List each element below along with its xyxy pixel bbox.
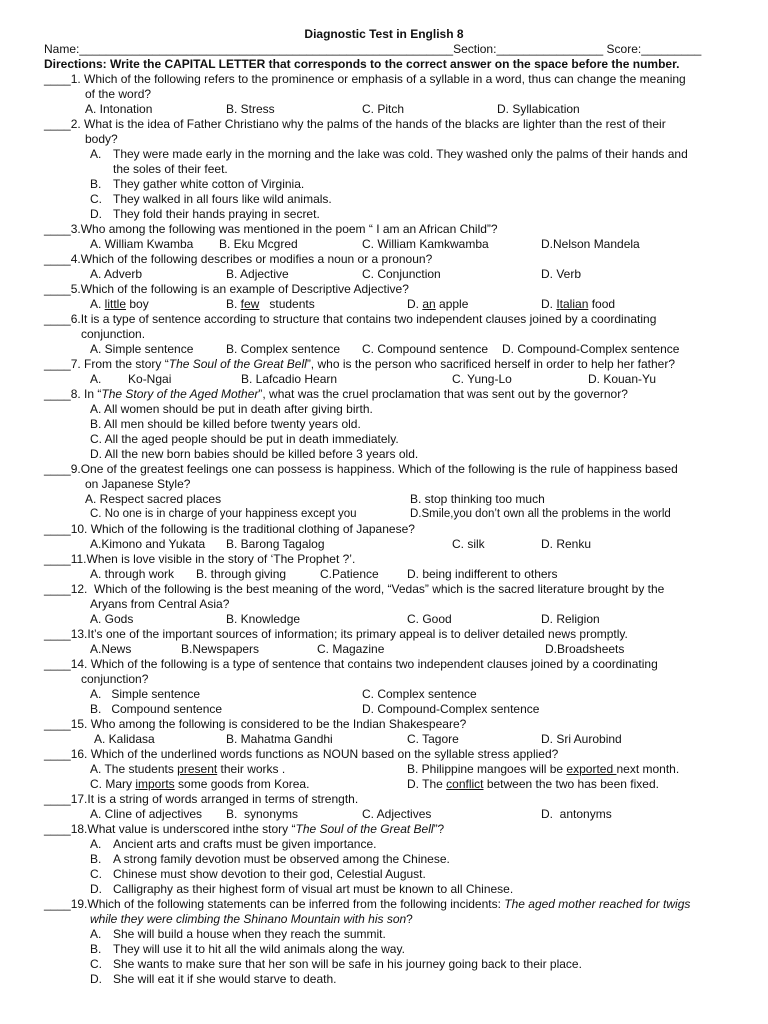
question-stem-cont: Aryans from Central Asia? bbox=[90, 597, 230, 611]
option-letter-d: D. bbox=[90, 207, 102, 221]
option-d: D. Syllabication bbox=[497, 102, 580, 116]
option-text-end: next month. bbox=[616, 762, 680, 776]
question-stem-cont: on Japanese Style? bbox=[85, 477, 191, 491]
question-14 bbox=[44, 657, 658, 672]
question-stem: 1. Which of the following refers to the prominence or emphasis of a syllable in a word, thus can change the meaning bbox=[70, 72, 686, 86]
underlined-word: conflict bbox=[446, 777, 484, 791]
option-b: B. stop thinking too much bbox=[410, 492, 545, 506]
answer-blank: ____ bbox=[44, 462, 71, 476]
answer-blank: ____ bbox=[44, 312, 71, 326]
story-title: The Soul of the Great Bell bbox=[295, 822, 434, 836]
option-d: D. Verb bbox=[541, 267, 582, 281]
answer-blank: ____ bbox=[44, 222, 71, 236]
option-b: B. Lafcadio Hearn bbox=[241, 372, 338, 386]
question-stem: 8. In “ bbox=[70, 387, 102, 401]
question-stem: 19.Which of the following statements can be inferred from the following incidents: bbox=[70, 897, 505, 911]
option-a: She will build a house when they reach the summit. bbox=[113, 927, 386, 941]
option-letter: A. bbox=[90, 297, 105, 311]
question-7 bbox=[44, 357, 675, 372]
question-stem-end: ”? bbox=[433, 822, 445, 836]
question-stem-cont: of the word? bbox=[85, 87, 152, 101]
option-letter: B. bbox=[226, 297, 241, 311]
question-stem: 12. Which of the following is the best meaning of the word, “Vedas” which is the sacred literature brought by the bbox=[70, 582, 665, 596]
option-b: B.Newspapers bbox=[181, 642, 260, 656]
name-section-score-line: Name:________________________________________________________Section:________________ Score:_________ bbox=[44, 42, 702, 56]
option-d: D. Compound-Complex sentence bbox=[502, 342, 680, 356]
option-b bbox=[407, 762, 679, 777]
underlined-word: few bbox=[240, 297, 260, 311]
option-letter-b: B. bbox=[90, 852, 102, 866]
question-16 bbox=[44, 747, 558, 762]
answer-blank: ____ bbox=[44, 282, 71, 296]
option-d: D.Broadsheets bbox=[545, 642, 625, 656]
option-text-end: their works . bbox=[217, 762, 286, 776]
option-a-cont: the soles of their feet. bbox=[113, 162, 228, 176]
option-a: A. Intonation bbox=[85, 102, 153, 116]
option-c: C. Magazine bbox=[317, 642, 385, 656]
question-stem-cont: conjunction. bbox=[81, 327, 146, 341]
option-d: She will eat it if she would starve to death. bbox=[113, 972, 337, 986]
option-c: C. Conjunction bbox=[362, 267, 441, 281]
option-letter-b: B. bbox=[90, 942, 102, 956]
question-13 bbox=[44, 627, 628, 642]
option-a: A. Kalidasa bbox=[94, 732, 155, 746]
incident-text: The aged mother reached for twigs bbox=[504, 897, 691, 911]
question-1 bbox=[44, 72, 686, 87]
underlined-word: Italian bbox=[556, 297, 589, 311]
answer-blank: ____ bbox=[44, 897, 71, 911]
option-c: C. Compound sentence bbox=[362, 342, 489, 356]
option-c bbox=[407, 297, 468, 312]
option-letter: D. bbox=[541, 297, 557, 311]
option-text: apple bbox=[435, 297, 469, 311]
option-c: C.Patience bbox=[320, 567, 379, 581]
question-12 bbox=[44, 582, 664, 597]
question-stem: 3.Who among the following was mentioned in the poem “ I am an African Child”? bbox=[70, 222, 498, 236]
answer-blank: ____ bbox=[44, 117, 71, 131]
option-c: C. silk bbox=[452, 537, 485, 551]
option-a: A.News bbox=[90, 642, 132, 656]
question-stem: 15. Who among the following is considered to be the Indian Shakespeare? bbox=[70, 717, 467, 731]
answer-blank: ____ bbox=[44, 72, 71, 86]
option-c: C. All the aged people should be put in death immediately. bbox=[90, 432, 399, 446]
option-d: D. Compound-Complex sentence bbox=[362, 702, 540, 716]
question-stem: 7. From the story “ bbox=[70, 357, 169, 371]
option-c: C. Yung-Lo bbox=[452, 372, 512, 386]
question-10 bbox=[44, 522, 415, 537]
option-a: A. Respect sacred places bbox=[85, 492, 222, 506]
option-c: C. William Kamkwamba bbox=[362, 237, 489, 251]
question-stem: 4.Which of the following describes or modifies a noun or a pronoun? bbox=[70, 252, 433, 266]
question-4 bbox=[44, 252, 432, 267]
option-a: A.Kimono and Yukata bbox=[90, 537, 206, 551]
incident-text-cont: while they were climbing the Shinano Mountain with his son bbox=[90, 912, 407, 926]
option-d: D. antonyms bbox=[541, 807, 612, 821]
option-a: A. Ko-Ngai bbox=[90, 372, 172, 386]
option-letter-c: C. bbox=[90, 867, 102, 881]
option-b: B. Compound sentence bbox=[90, 702, 223, 716]
option-d bbox=[407, 777, 659, 792]
question-11 bbox=[44, 552, 355, 567]
option-b: B. Barong Tagalog bbox=[226, 537, 325, 551]
answer-blank: ____ bbox=[44, 792, 71, 806]
underlined-word: imports bbox=[135, 777, 175, 791]
question-stem: 2. What is the idea of Father Christiano why the palms of the hands of the blacks are lighter than the rest of their bbox=[70, 117, 666, 131]
option-d: D. Kouan-Yu bbox=[588, 372, 657, 386]
option-d: D. Renku bbox=[541, 537, 592, 551]
answer-blank: ____ bbox=[44, 822, 71, 836]
answer-blank: ____ bbox=[44, 252, 71, 266]
question-stem: 5.Which of the following is an example of Descriptive Adjective? bbox=[70, 282, 409, 296]
question-3 bbox=[44, 222, 498, 237]
option-b: A strong family devotion must be observed among the Chinese. bbox=[113, 852, 450, 866]
story-title: The Story of the Aged Mother bbox=[101, 387, 259, 401]
option-b: B. Stress bbox=[226, 102, 275, 116]
option-text-end: between the two has been fixed. bbox=[483, 777, 659, 791]
option-c: C. Good bbox=[407, 612, 452, 626]
question-stem: 11.When is love visible in the story of ‘The Prophet ?’. bbox=[70, 552, 356, 566]
question-19 bbox=[44, 897, 690, 912]
option-a: A. All women should be put in death after giving birth. bbox=[90, 402, 373, 416]
option-d: D. being indifferent to others bbox=[407, 567, 558, 581]
option-a: A. Simple sentence bbox=[90, 687, 201, 701]
question-15 bbox=[44, 717, 466, 732]
answer-blank: ____ bbox=[44, 627, 71, 641]
question-stem-end: ”, what was the cruel proclamation that was sent out by the governor? bbox=[258, 387, 628, 401]
option-a: A. through work bbox=[90, 567, 175, 581]
option-d: D. Religion bbox=[541, 612, 600, 626]
question-17 bbox=[44, 792, 358, 807]
question-5 bbox=[44, 282, 409, 297]
option-c: C. No one is in charge of your happiness except you bbox=[90, 508, 357, 520]
option-text: D. The bbox=[407, 777, 447, 791]
question-stem: 16. Which of the underlined words functions as NOUN based on the syllable stress applied? bbox=[70, 747, 559, 761]
story-title: The Soul of the Great Bell bbox=[168, 357, 307, 371]
question-stem-cont: conjunction? bbox=[81, 672, 149, 686]
question-stem: 17.It is a string of words arranged in terms of strength. bbox=[70, 792, 359, 806]
question-stem-end: ”, who is the person who sacrificed herself in order to help her father? bbox=[306, 357, 676, 371]
answer-blank: ____ bbox=[44, 387, 71, 401]
directions: Directions: Write the CAPITAL LETTER that corresponds to the correct answer on the space before the number. bbox=[44, 57, 680, 71]
question-stem: 13.It’s one of the important sources of information; its primary appeal is to deliver detailed news promptly. bbox=[70, 627, 628, 641]
option-c: They walked in all fours like wild animals. bbox=[113, 192, 332, 206]
answer-blank: ____ bbox=[44, 552, 71, 566]
option-a: A. William Kwamba bbox=[90, 237, 194, 251]
question-stem: 18.What value is underscored inthe story “ bbox=[70, 822, 296, 836]
option-text-end: some goods from Korea. bbox=[174, 777, 310, 791]
option-b: B. through giving bbox=[196, 567, 287, 581]
option-letter-b: B. bbox=[90, 177, 102, 191]
option-d: D. All the new born babies should be killed before 3 years old. bbox=[90, 447, 419, 461]
answer-blank: ____ bbox=[44, 717, 71, 731]
option-c: She wants to make sure that her son will be safe in his journey going back to their place. bbox=[113, 957, 582, 971]
option-c: C. Pitch bbox=[362, 102, 405, 116]
option-letter-a: A. bbox=[90, 147, 102, 161]
option-a: Ancient arts and crafts must be given importance. bbox=[113, 837, 377, 851]
option-c: C. Complex sentence bbox=[362, 687, 477, 701]
option-b: B. Eku Mcgred bbox=[219, 237, 298, 251]
option-text: A. The students bbox=[90, 762, 178, 776]
option-b bbox=[226, 297, 315, 312]
option-d: Calligraphy as their highest form of visual art must be known to all Chinese. bbox=[113, 882, 514, 896]
answer-blank: ____ bbox=[44, 657, 71, 671]
option-d: D.Smile,you don’t own all the problems in the world bbox=[410, 508, 671, 520]
option-a bbox=[90, 762, 285, 777]
question-stem: 10. Which of the following is the traditional clothing of Japanese? bbox=[70, 522, 415, 536]
underlined-word: little bbox=[104, 297, 127, 311]
option-d: D. Sri Aurobind bbox=[541, 732, 622, 746]
answer-blank: ____ bbox=[44, 522, 71, 536]
page-title: Diagnostic Test in English 8 bbox=[304, 27, 464, 41]
option-d: D.Nelson Mandela bbox=[541, 237, 640, 251]
option-letter: D. bbox=[407, 297, 423, 311]
option-d bbox=[541, 297, 615, 312]
option-letter-c: C. bbox=[90, 957, 102, 971]
option-c: C. Adjectives bbox=[362, 807, 432, 821]
question-stem-end: ? bbox=[406, 912, 413, 926]
option-b: B. Complex sentence bbox=[226, 342, 341, 356]
option-text: boy bbox=[126, 297, 149, 311]
question-stem-cont bbox=[90, 912, 413, 927]
question-8 bbox=[44, 387, 628, 402]
option-c: C. Tagore bbox=[407, 732, 459, 746]
underlined-word: present bbox=[177, 762, 218, 776]
option-text: students bbox=[259, 297, 315, 311]
answer-blank: ____ bbox=[44, 747, 71, 761]
option-b: They gather white cotton of Virginia. bbox=[113, 177, 305, 191]
option-d: They fold their hands praying in secret. bbox=[113, 207, 320, 221]
option-text: B. Philippine mangoes will be bbox=[407, 762, 567, 776]
answer-blank: ____ bbox=[44, 582, 71, 596]
underlined-word: an bbox=[422, 297, 436, 311]
question-stem-cont: body? bbox=[85, 132, 118, 146]
option-c: Chinese must show devotion to their god, Celestial August. bbox=[113, 867, 426, 881]
option-b: B. Adjective bbox=[226, 267, 289, 281]
option-a: A. Simple sentence bbox=[90, 342, 194, 356]
underlined-word: exported bbox=[566, 762, 617, 776]
option-letter-d: D. bbox=[90, 882, 102, 896]
question-6 bbox=[44, 312, 656, 327]
question-stem: 14. Which of the following is a type of sentence that contains two independent clauses joined by a coordinating bbox=[70, 657, 658, 671]
answer-blank: ____ bbox=[44, 357, 71, 371]
option-b: They will use it to hit all the wild animals along the way. bbox=[113, 942, 405, 956]
option-b: B. synonyms bbox=[226, 807, 299, 821]
option-letter-a: A. bbox=[90, 837, 102, 851]
option-b: B. All men should be killed before twenty years old. bbox=[90, 417, 361, 431]
option-a: A. Gods bbox=[90, 612, 134, 626]
option-letter-d: D. bbox=[90, 972, 102, 986]
option-a: A. Adverb bbox=[90, 267, 143, 281]
question-stem: 9.One of the greatest feelings one can possess is happiness. Which of the following is the rule of happiness based bbox=[70, 462, 678, 476]
option-a: A. Cline of adjectives bbox=[90, 807, 203, 821]
option-text: C. Mary bbox=[90, 777, 136, 791]
option-letter-c: C. bbox=[90, 192, 102, 206]
question-2 bbox=[44, 117, 666, 132]
option-a: They were made early in the morning and the lake was cold. They washed only the palms of their hands and bbox=[113, 147, 688, 161]
question-9 bbox=[44, 462, 678, 477]
option-a bbox=[90, 297, 149, 312]
option-letter-a: A. bbox=[90, 927, 102, 941]
option-b: B. Knowledge bbox=[226, 612, 301, 626]
option-b: B. Mahatma Gandhi bbox=[226, 732, 333, 746]
option-c bbox=[90, 777, 309, 792]
option-text: food bbox=[588, 297, 616, 311]
question-stem: 6.It is a type of sentence according to structure that contains two independent clauses joined by a coordinating bbox=[70, 312, 657, 326]
question-18 bbox=[44, 822, 444, 837]
